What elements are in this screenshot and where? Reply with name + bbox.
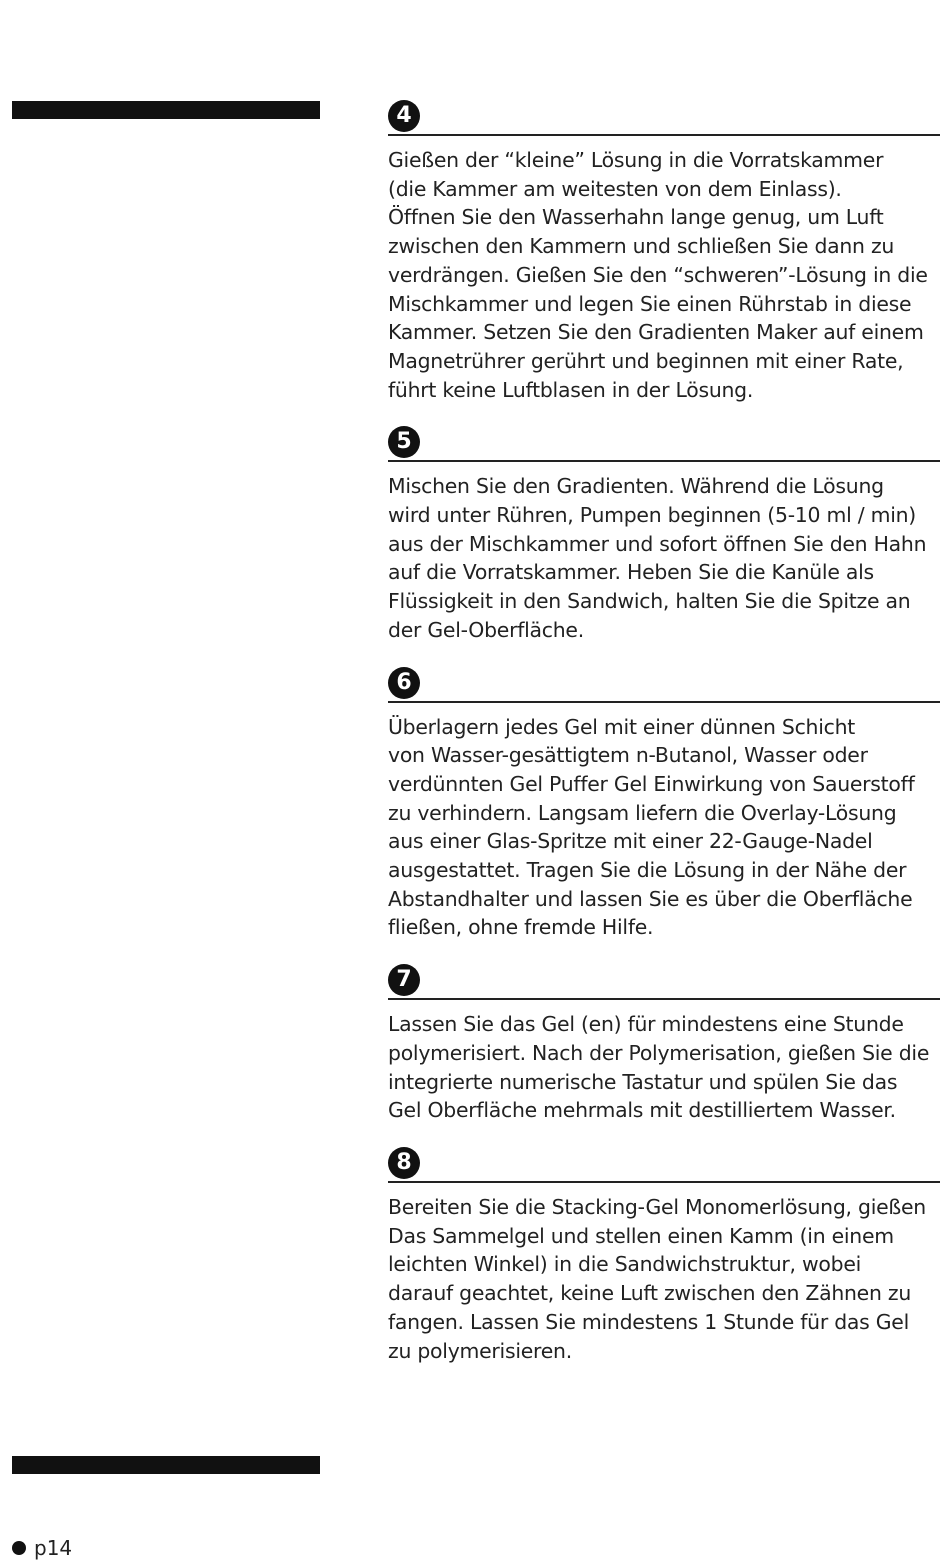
step-number-badge: 4	[388, 100, 420, 132]
step-text: Gießen der “kleine” Lösung in die Vorratskammer (die Kammer am weitesten von dem Einlass). Öffnen Sie den Wasserhahn lange genug, um Luft zwischen den Kammern und schließen Sie dann zu verdrängen. Gießen Sie den “schweren”-Lösung in die Mischkammer und legen Sie einen Rührstab in diese Kammer. Setzen Sie den Gradienten Maker auf einem Magnetrührer gerührt und beginnen mit einer Rate, führt keine Luftblasen in der Lösung.	[388, 148, 928, 402]
step-6	[388, 665, 940, 943]
step-4	[388, 98, 940, 404]
page-number: p14	[34, 1536, 73, 1560]
step-header	[388, 962, 940, 1000]
step-8	[388, 1145, 940, 1365]
bullet-icon	[12, 1541, 26, 1555]
step-text: Lassen Sie das Gel (en) für mindestens eine Stunde polymerisiert. Nach der Polymerisation, gießen Sie die integrierte numerische Tastatur und spülen Sie das Gel Oberfläche mehrmals mit destilliertem Wasser.	[388, 1012, 930, 1123]
step-number-badge: 8	[388, 1147, 420, 1179]
top-divider-bar	[12, 101, 320, 119]
step-header	[388, 665, 940, 703]
page-footer	[12, 1536, 72, 1560]
step-header	[388, 424, 940, 462]
step-text: Bereiten Sie die Stacking-Gel Monomerlösung, gießen Das Sammelgel und stellen einen Kamm (in einem leichten Winkel) in die Sandwichstruktur, wobei darauf geachtet, keine Luft zwischen den Zähnen zu fangen. Lassen Sie mindestens 1 Stunde für das Gel zu polymerisieren.	[388, 1194, 926, 1363]
step-5	[388, 424, 940, 644]
instruction-steps	[388, 98, 940, 1365]
step-header	[388, 1145, 940, 1183]
step-text: Überlagern jedes Gel mit einer dünnen Schicht von Wasser-gesättigtem n-Butanol, Wasser oder verdünnten Gel Puffer Gel Einwirkung von Sauerstoff zu verhindern. Langsam liefern die Overlay-Lösung aus einer Glas-Spritze mit einer 22-Gauge-Nadel ausgestattet. Tragen Sie die Lösung in der Nähe der Abstandhalter und lassen Sie es über die Oberfläche fließen, ohne fremde Hilfe.	[388, 714, 915, 940]
step-number-badge: 7	[388, 964, 420, 996]
step-number-badge: 6	[388, 667, 420, 699]
step-header	[388, 98, 940, 136]
bottom-divider-bar	[12, 1456, 320, 1474]
step-7	[388, 962, 940, 1125]
step-number-badge: 5	[388, 426, 420, 458]
step-text: Mischen Sie den Gradienten. Während die Lösung wird unter Rühren, Pumpen beginnen (5-10 ml / min) aus der Mischkammer und sofort öffnen Sie den Hahn auf die Vorratskammer. Heben Sie die Kanüle als Flüssigkeit in den Sandwich, halten Sie die Spitze an der Gel-Oberfläche.	[388, 474, 927, 642]
